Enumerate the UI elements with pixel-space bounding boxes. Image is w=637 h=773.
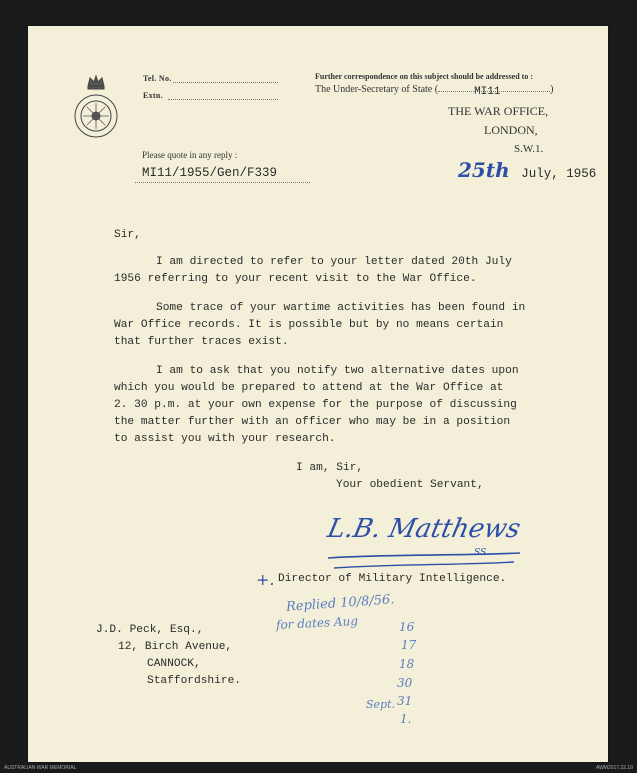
reference-number: MI11/1955/Gen/F339 (142, 166, 278, 180)
tel-label: Tel. No. (143, 74, 172, 83)
archive-footer (0, 764, 637, 773)
extn-label: Extn. (143, 91, 163, 100)
annotation-sept: Sept. (366, 698, 396, 711)
annotation-date: 16 (399, 620, 415, 634)
crest-seal-icon (70, 72, 122, 140)
paragraph-line: that further traces exist. (114, 336, 289, 348)
date-handwritten: 25th (458, 158, 510, 182)
reference-line (135, 182, 310, 183)
footer-left: AUSTRALIAN WAR MEMORIAL (4, 765, 77, 771)
office-postcode: S.W.1. (514, 143, 544, 155)
paragraph-line: the matter further with an officer who may be in a position (114, 416, 511, 428)
annotation-date: 30 (397, 676, 413, 690)
signatory-title: Director of Military Intelligence. (278, 573, 507, 585)
office-name: THE WAR OFFICE, (448, 104, 549, 118)
paragraph-line: War Office records. It is possible but by no means certain (114, 319, 504, 331)
closing-line: I am, Sir, (296, 462, 364, 474)
closing-line: Your obedient Servant, (336, 479, 484, 491)
recipient-line: 12, Birch Avenue, (118, 641, 233, 653)
paragraph-line: I am to ask that you notify two alternative dates upon (156, 365, 519, 377)
paragraph-line: Some trace of your wartime activities has been found in (156, 302, 526, 314)
quote-label: Please quote in any reply : (142, 150, 238, 160)
tel-line (173, 82, 278, 83)
signatory-mark: +. (256, 570, 275, 589)
annotation-date: 1. (400, 712, 412, 726)
annotation-dates-label: for dates Aug (275, 613, 359, 633)
paragraph-line: 2. 30 p.m. at your own expense for the purpose of discussing (114, 399, 517, 411)
paragraph-line: which you would be prepared to attend at the War Office at (114, 382, 504, 394)
signature-suffix: SS. (474, 548, 489, 558)
annotation-date: 31 (397, 694, 413, 708)
paragraph-line: to assist you with your research. (114, 433, 336, 445)
letter-date (458, 158, 596, 182)
signature-underline (324, 550, 524, 574)
office-city: LONDON, (484, 123, 538, 137)
under-secretary-ref: MI11 (474, 86, 501, 98)
annotation-date: 17 (401, 638, 417, 652)
salutation: Sir, (114, 229, 141, 241)
paragraph-line: I am directed to refer to your letter dated 20th July (156, 256, 512, 268)
recipient-line: CANNOCK, (147, 658, 201, 670)
annotation-date: 18 (399, 657, 415, 671)
footer-right: AWM2017.22.18 (595, 765, 633, 771)
under-secretary: The Under-Secretary of State ( MI11 ) (315, 84, 554, 98)
recipient-line: Staffordshire. (147, 675, 241, 687)
signature: L.B. Matthews (324, 514, 524, 544)
further-correspondence: Further correspondence on this subject should be addressed to : (315, 72, 534, 81)
annotation-replied: Replied 10/8/56. (285, 592, 395, 615)
extn-line (168, 99, 278, 100)
letter-page (28, 26, 608, 762)
paragraph-line: 1956 referring to your recent visit to the War Office. (114, 273, 477, 285)
recipient-line: J.D. Peck, Esq., (96, 624, 204, 636)
date-typed: July, 1956 (521, 167, 597, 181)
